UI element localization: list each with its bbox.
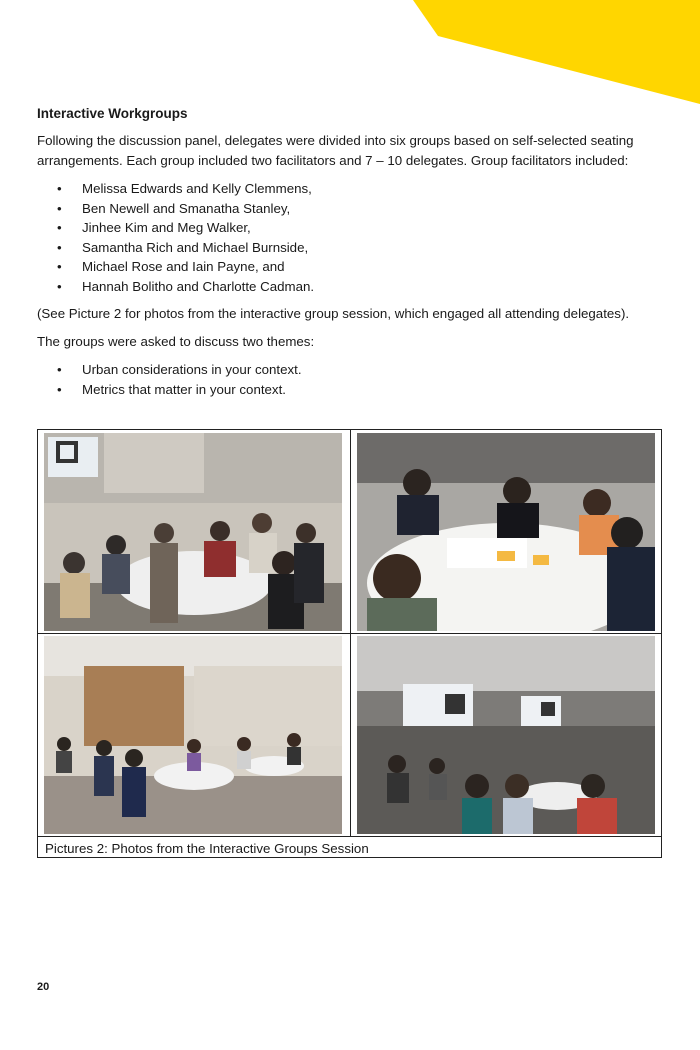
picture-note: (See Picture 2 for photos from the interactive group session, which engaged all attending delegates).	[37, 306, 630, 321]
photo-group-session-1	[44, 433, 342, 631]
facilitator-list	[37, 179, 662, 296]
page-number: 20	[37, 981, 50, 993]
list-item: • Samantha Rich and Michael Burnside,	[57, 239, 309, 255]
photo-figure	[37, 429, 662, 858]
section-heading: Interactive Workgroups	[37, 106, 188, 121]
themes-intro: The groups were asked to discuss two themes:	[37, 334, 315, 349]
intro-paragraph: Following the discussion panel, delegates were divided into six groups based on self-selected seating arrangements. Each group included two facilitators and 7 – 10 delegates. Group facilitators included:	[37, 133, 634, 168]
figure-caption: Pictures 2: Photos from the Interactive Groups Session	[45, 841, 369, 856]
photo-group-session-4	[357, 636, 655, 834]
list-item: • Metrics that matter in your context.	[57, 381, 286, 397]
list-item: • Ben Newell and Smanatha Stanley,	[57, 200, 291, 216]
yellow-corner-graphic	[0, 0, 700, 110]
list-item: • Jinhee Kim and Meg Walker,	[57, 220, 251, 235]
photo-group-session-3	[44, 636, 342, 834]
themes-list	[37, 360, 662, 399]
divider	[38, 836, 661, 837]
list-item: • Hannah Bolitho and Charlotte Cadman.	[57, 278, 315, 294]
list-item: • Urban considerations in your context.	[57, 362, 302, 377]
list-item: • Melissa Edwards and Kelly Clemmens,	[57, 181, 312, 196]
main-content	[37, 106, 662, 407]
photo-group-session-2	[357, 433, 655, 631]
list-item: • Michael Rose and Iain Payne, and	[57, 259, 285, 274]
divider	[38, 633, 661, 634]
